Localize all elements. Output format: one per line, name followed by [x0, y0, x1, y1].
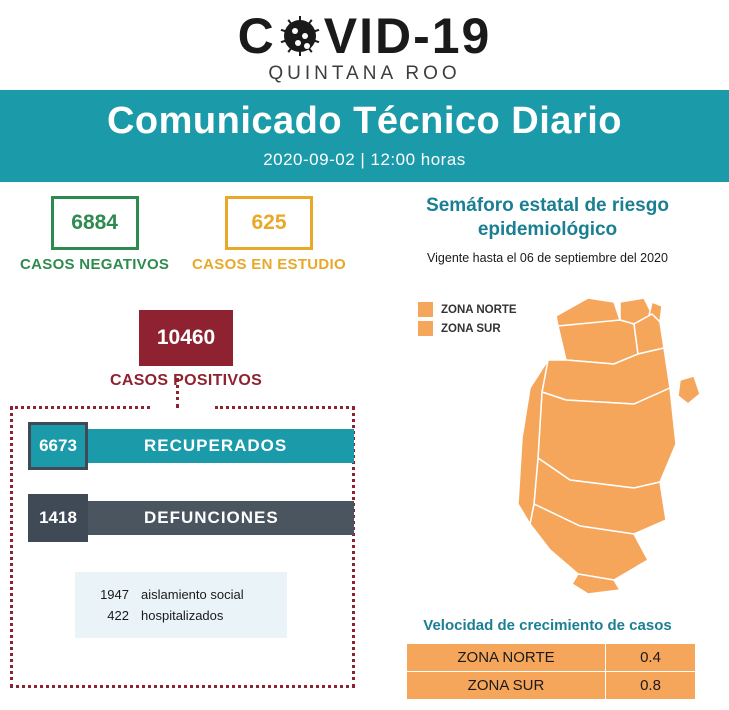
legend-label-zona-norte: ZONA NORTE [441, 303, 517, 316]
semaforo-validity: Vigente hasta el 06 de septiembre del 2020 [427, 250, 668, 265]
banner [0, 90, 729, 182]
growth-value-sur: 0.8 [606, 672, 696, 700]
stat-casos-en-estudio [192, 196, 346, 273]
covid-logo [237, 8, 492, 64]
hospitalizados-count: 422 [107, 608, 129, 623]
report-date: 2020-09-02 | 12:00 horas [263, 150, 466, 169]
connector-line [176, 378, 179, 408]
semaforo-title-line1: Semáforo estatal de riesgo [426, 195, 669, 216]
stat-recuperados [28, 422, 354, 470]
growth-value-norte: 0.4 [606, 644, 696, 672]
stat-casos-positivos [110, 310, 262, 390]
logo-subtitle: QUINTANA ROO [268, 63, 461, 84]
semaforo-title-line2: epidemiológico [477, 218, 618, 240]
legend-swatch-icon [418, 321, 433, 336]
main-content [0, 182, 729, 702]
logo-text-left: C [237, 8, 276, 64]
map-legend [418, 302, 517, 340]
growth-zone-norte: ZONA NORTE [407, 644, 606, 672]
casos-en-estudio-value: 625 [225, 196, 313, 250]
table-row [407, 644, 696, 672]
hospitalizados-label: hospitalizados [141, 608, 224, 623]
stat-defunciones [28, 494, 354, 542]
growth-table [406, 643, 696, 700]
logo-text-right: VID-19 [323, 8, 492, 64]
active-cases-detail [75, 572, 287, 638]
growth-zone-sur: ZONA SUR [407, 672, 606, 700]
semaforo-section [366, 182, 729, 702]
legend-swatch-icon [418, 302, 433, 317]
semaforo-title [366, 194, 729, 242]
legend-item-zona-norte [418, 302, 517, 317]
recuperados-value: 6673 [28, 422, 88, 470]
page-header [0, 0, 729, 90]
casos-negativos-value: 6884 [51, 196, 139, 250]
casos-negativos-label: CASOS NEGATIVOS [20, 256, 170, 273]
aislamiento-social-label: aislamiento social [141, 587, 244, 602]
table-row [407, 672, 696, 700]
growth-title: Velocidad de crecimiento de casos [423, 617, 672, 634]
aislamiento-social-count: 1947 [100, 587, 129, 602]
stat-casos-negativos [20, 196, 169, 273]
legend-label-zona-sur: ZONA SUR [441, 322, 501, 335]
legend-item-zona-sur [418, 321, 517, 336]
casos-positivos-value: 10460 [139, 310, 233, 366]
casos-positivos-label: CASOS POSITIVOS [110, 372, 263, 389]
detail-line [75, 584, 287, 605]
casos-en-estudio-label: CASOS EN ESTUDIO [192, 256, 346, 273]
defunciones-label: DEFUNCIONES [84, 501, 354, 535]
recuperados-label: RECUPERADOS [84, 429, 354, 463]
coronavirus-icon [277, 13, 323, 59]
detail-line [75, 605, 287, 626]
page-title: Comunicado Técnico Diario [106, 100, 623, 142]
defunciones-value: 1418 [28, 494, 88, 542]
